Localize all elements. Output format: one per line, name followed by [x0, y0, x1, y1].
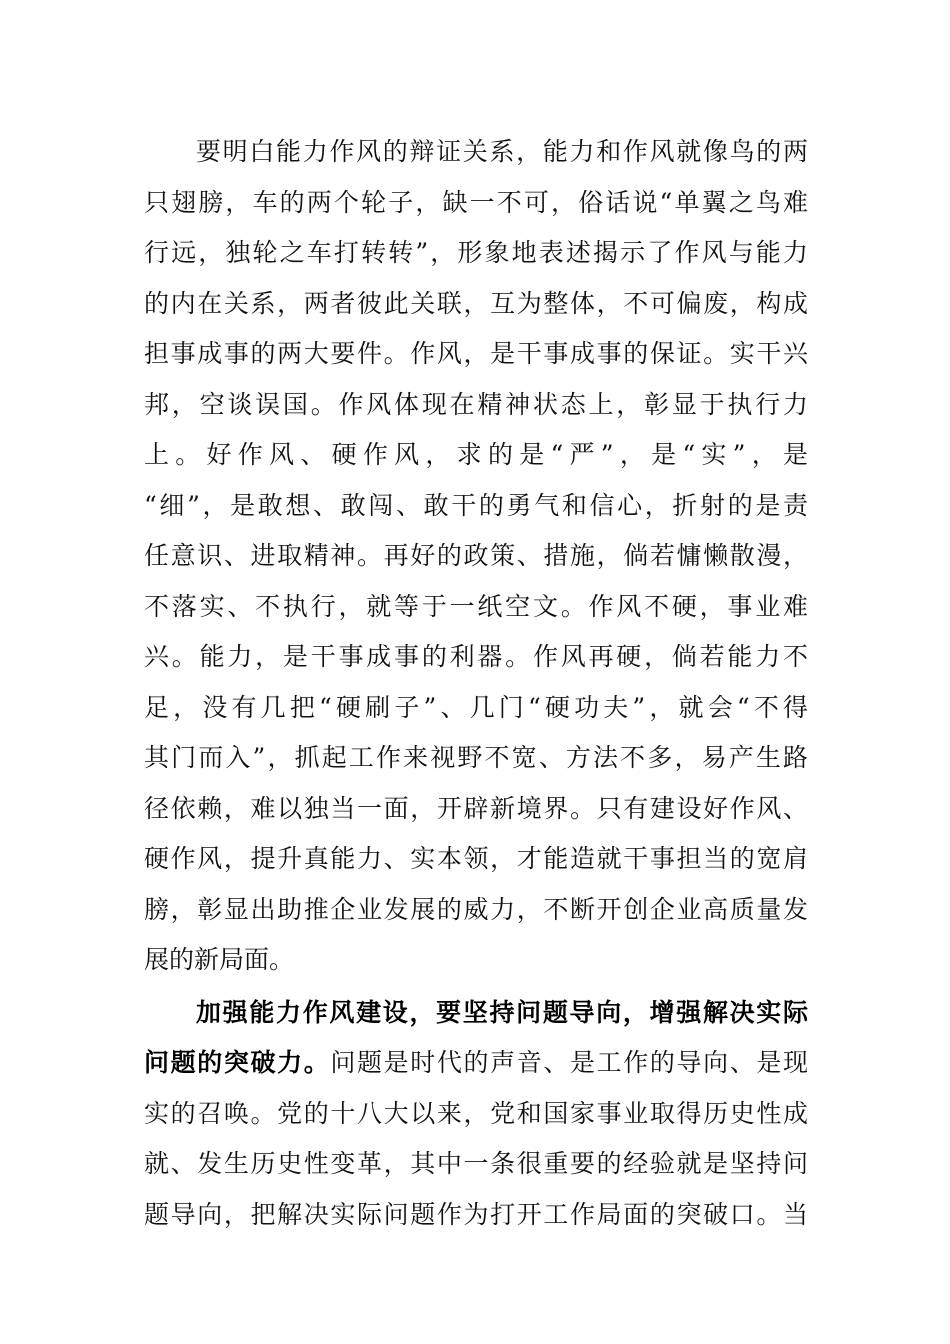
paragraph-problem-orientation: [144, 988, 808, 1241]
paragraph-line: [144, 1038, 808, 1089]
paragraph-text: 问题是时代的声音、是工作的导向、是现: [330, 1048, 808, 1077]
paragraph-line: 展的新局面。: [144, 945, 295, 974]
paragraph-line: 硬作风，提升真能力、实本领，才能造就干事担当的宽肩: [144, 844, 808, 873]
paragraph-line: 不落实、不执行，就等于一纸空文。作风不硬，事业难: [144, 591, 808, 621]
paragraph-line: 其门而入”，抓起工作来视野不宽、方法不多，易产生路: [144, 743, 808, 772]
section-heading-text: 问题的突破力。: [144, 1048, 331, 1077]
paragraph-line: 只翅膀，车的两个轮子，缺一不可，俗话说“单翼之鸟难: [144, 187, 808, 217]
paragraph-line: 邦，空谈误国。作风体现在精神状态上，彰显于执行力: [144, 389, 808, 419]
paragraph-line: 径依赖，难以独当一面，开辟新境界。只有建设好作风、: [144, 793, 808, 823]
paragraph-line: 的内在关系，两者彼此关联，互为整体，不可偏废，构成: [144, 288, 808, 318]
paragraph-line: 要明白能力作风的辩证关系，能力和作风就像鸟的两: [196, 137, 808, 166]
paragraph-line: 行远，独轮之车打转转”，形象地表述揭示了作风与能力: [144, 238, 808, 267]
paragraph-line: 题导向，把解决实际问题作为打开工作局面的突破口。当: [144, 1199, 808, 1229]
document-body: [144, 127, 808, 1240]
section-heading-line: [144, 988, 808, 1039]
paragraph-line: 实的召唤。党的十八大以来，党和国家事业取得历史性成: [144, 1098, 808, 1128]
paragraph-line: 足，没有几把“硬刷子”、几门“硬功夫”，就会“不得: [144, 692, 808, 722]
section-heading-text: 加强能力作风建设，要坚持问题导向，增强解决实际: [196, 997, 808, 1027]
paragraph-line: 担事成事的两大要件。作风，是干事成事的保证。实干兴: [144, 339, 808, 368]
paragraph-line: “细”，是敢想、敢闯、敢干的勇气和信心，折射的是责: [144, 490, 808, 520]
paragraph-line: 兴。能力，是干事成事的利器。作风再硬，倘若能力不: [144, 642, 808, 671]
paragraph-line: 就、发生历史性变革，其中一条很重要的经验就是坚持问: [144, 1149, 808, 1178]
paragraph-line: 上。好作风、硬作风，求的是“严”，是“实”，是: [144, 440, 808, 469]
paragraph-line: 任意识、进取精神。再好的政策、措施，倘若慵懒散漫，: [144, 541, 808, 570]
paragraph-line: 膀，彰显出助推企业发展的威力，不断开创企业高质量发: [144, 894, 808, 924]
paragraph-capability-style-relationship: [144, 127, 808, 986]
